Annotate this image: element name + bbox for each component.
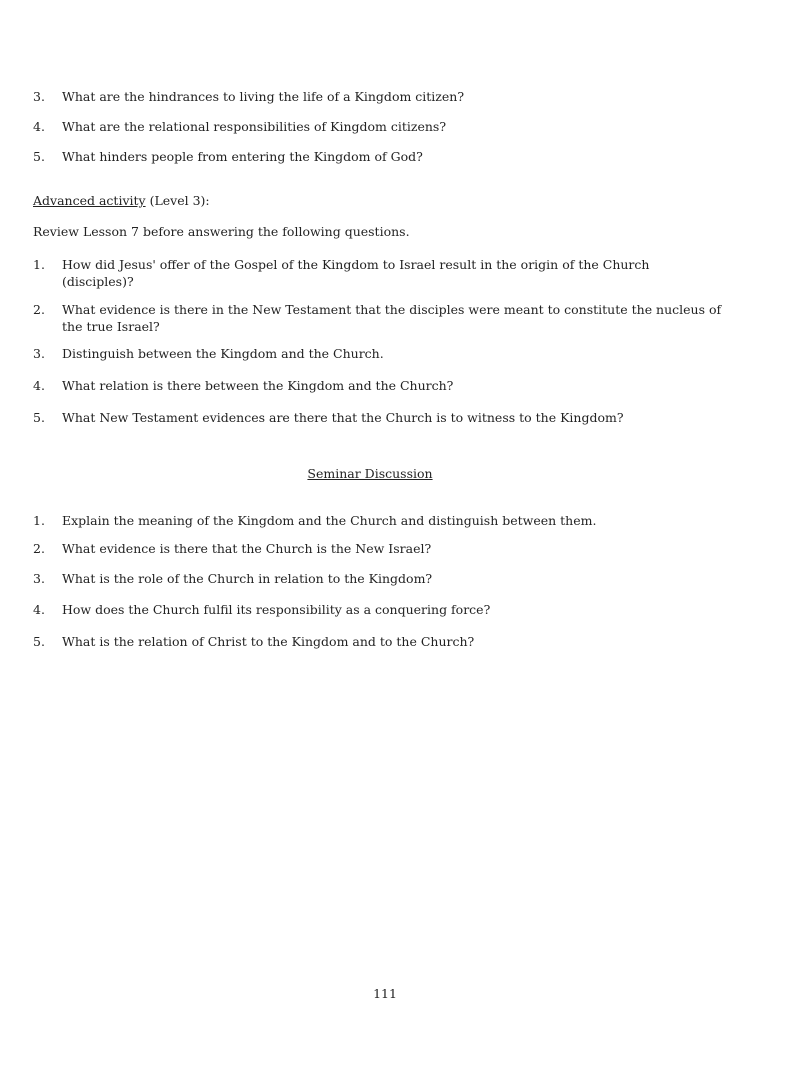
question-item [33,409,753,426]
question-number: 1. [33,513,45,528]
question-item [33,512,723,529]
question-item [33,88,723,105]
question-item [33,377,723,394]
question-number: 3. [33,346,45,361]
question-number: 3. [33,571,45,586]
question-item [33,301,723,335]
question-number: 4. [33,602,45,617]
question-text: What relation is there between the Kingdom and the Church? [62,378,454,393]
question-text: What hinders people from entering the Kingdom of God? [62,149,423,164]
question-text: How does the Church fulfil its responsibility as a conquering force? [62,602,491,617]
question-number: 5. [33,410,45,425]
advanced-title: Advanced activity [33,193,146,208]
question-item [33,256,723,290]
advanced-level: (Level 3): [149,193,210,208]
question-number: 2. [33,541,45,556]
question-number: 3. [33,89,45,104]
question-item [33,345,723,362]
question-item [33,118,723,135]
question-number: 5. [33,149,45,164]
advanced-heading [33,193,210,208]
question-text: How did Jesus' offer of the Gospel of the Kingdom to Israel result in the origin of the Church (disciples)? [62,257,650,289]
question-number: 1. [33,257,45,272]
question-text: What New Testament evidences are there that the Church is to witness to the Kingdom? [62,410,624,425]
question-number: 5. [33,634,45,649]
question-text: What are the relational responsibilities of Kingdom citizens? [62,119,447,134]
advanced-intro: Review Lesson 7 before answering the following questions. [33,224,410,239]
question-text: What evidence is there that the Church is the New Israel? [62,541,432,556]
question-item [33,148,723,165]
question-text: Explain the meaning of the Kingdom and the Church and distinguish between them. [62,513,597,528]
question-item [33,540,723,557]
question-number: 4. [33,378,45,393]
question-text: What is the relation of Christ to the Kingdom and to the Church? [62,634,475,649]
question-item [33,601,723,618]
seminar-title: Seminar Discussion [307,466,433,481]
question-text: What are the hindrances to living the life of a Kingdom citizen? [62,89,465,104]
question-item [33,570,723,587]
question-number: 2. [33,302,45,317]
question-text: What is the role of the Church in relation to the Kingdom? [62,571,433,586]
page-number: 111 [373,986,397,1001]
question-text: What evidence is there in the New Testament that the disciples were meant to constitute the nucleus of the true Israel? [62,302,722,334]
question-number: 4. [33,119,45,134]
question-item [33,633,723,650]
question-text: Distinguish between the Kingdom and the Church. [62,346,384,361]
